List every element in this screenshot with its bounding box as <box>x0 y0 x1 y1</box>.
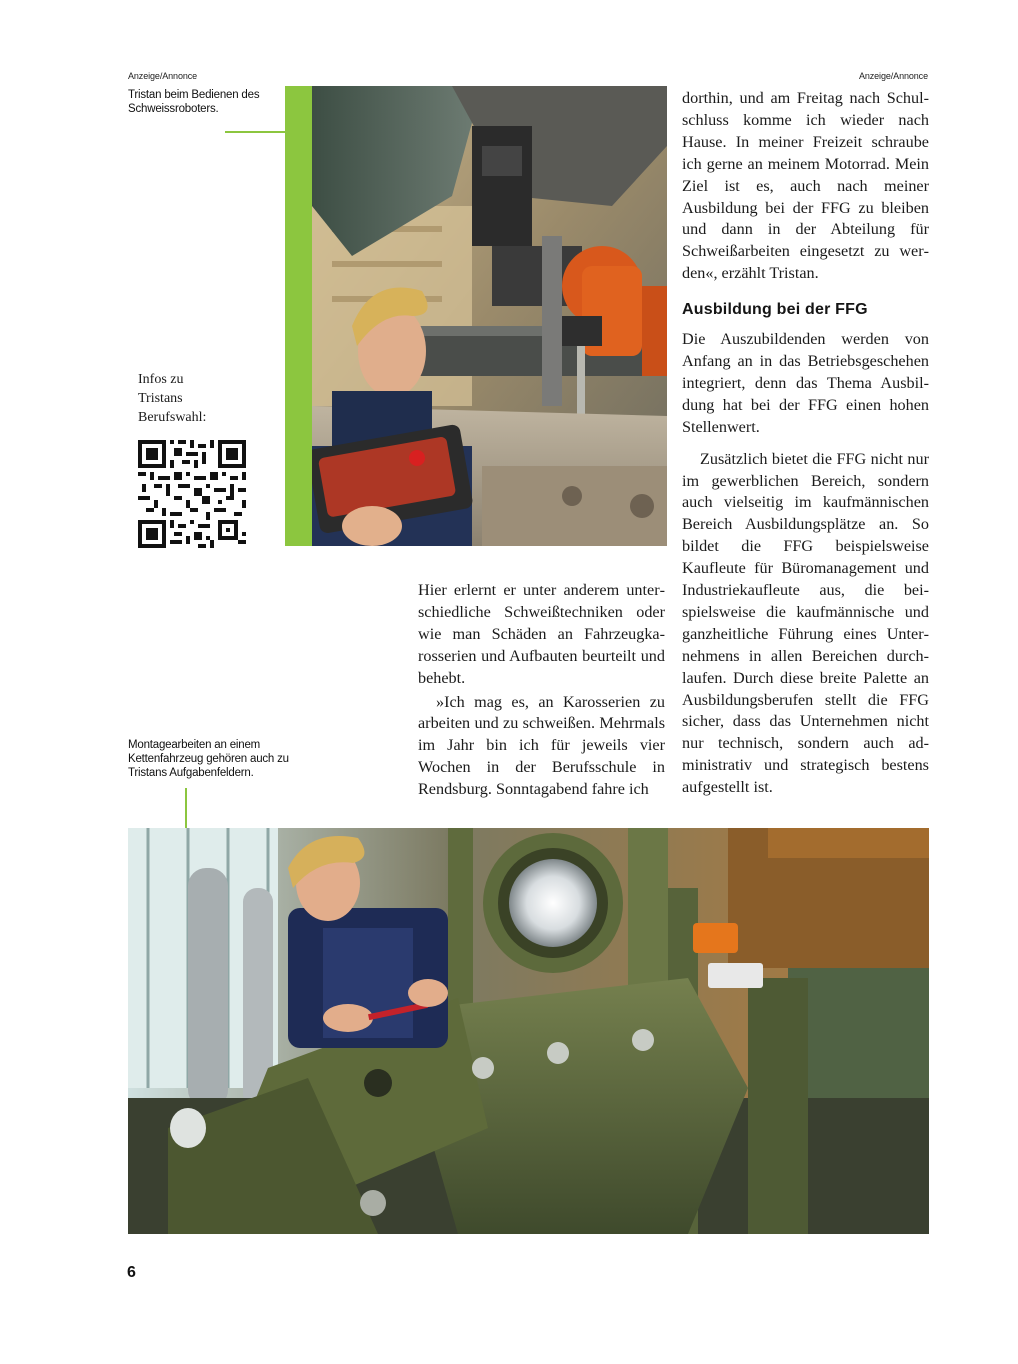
right-column-text <box>682 88 929 799</box>
page-number: 6 <box>127 1264 136 1281</box>
middle-paragraph-1: Hier erlernt er unter anderem unterschiedliche Schweißtechniken oder wie man Schäden an Fahrzeugkarosserien und Aufbauten beurteilt und behebt. <box>418 581 665 687</box>
caption-leader-line-1 <box>225 131 285 133</box>
right-paragraph-2: Die Auszubildenden werden von Anfang an in das Betriebsgeschehen integriert, denn das Thema Ausbildung hat bei der FFG einen hohen Stellenwert. <box>682 330 929 436</box>
welding-robot-photo <box>312 86 667 546</box>
qr-code[interactable] <box>138 440 246 548</box>
middle-paragraph-2: »Ich mag es, an Karosserien zu arbeiten und zu schweißen. Mehrmals im Jahr bin ich für jeweils vier Wochen in der Berufsschule in Rendsburg. Sonntagabend fahre ich <box>418 692 665 799</box>
ad-label-right: Anzeige/Annonce <box>858 71 928 81</box>
caption-leader-line-2 <box>185 788 187 828</box>
right-paragraph-3: Zusätzlich bietet die FFG nicht nur im gewerblichen Bereich, sondern auch vielseitig im kaufmännischen Bereich Ausbildungsplätze an. So bildet die FFG beispielsweise Kaufleute für Büromanagement und Industriekaufleute aus, die beispielsweise die kaufmännische und ganzheitliche Führung eines Unternehmens in allen Bereichen durchlaufen. Durch diese breite Palette an Ausbildungsberufen stellt die FFG sicher, dass das Unternehmen nicht nur technisch, sondern auch administrativ und strategisch bestens aufgestellt ist. <box>682 449 929 797</box>
qr-info-label: Infos zu Tristans Berufswahl: <box>138 372 207 425</box>
middle-column-text <box>418 580 665 801</box>
caption-photo-1: Tristan beim Bedienen des Schweissroboters. <box>128 89 260 115</box>
section-heading: Ausbildung bei der FFG <box>682 301 868 319</box>
ad-label-left: Anzeige/Annonce <box>128 71 198 81</box>
caption-photo-2: Montagearbeiten an einem Kettenfahrzeug gehören auch zu Tristans Aufgabenfeldern. <box>128 739 289 779</box>
green-accent-bar <box>285 86 312 546</box>
right-paragraph-1: dorthin, und am Freitag nach Schulschluss komme ich wieder nach Hause. In meiner Freizeit schraube ich gerne an meinem Motorrad. Mein Ziel ist es, auch nach meiner Ausbildung bei der FFG zu bleiben und dann in der Abteilung für Schweißarbeiten eingesetzt zu werden«, erzählt Tristan. <box>682 89 929 283</box>
tracked-vehicle-assembly-photo <box>128 828 929 1234</box>
